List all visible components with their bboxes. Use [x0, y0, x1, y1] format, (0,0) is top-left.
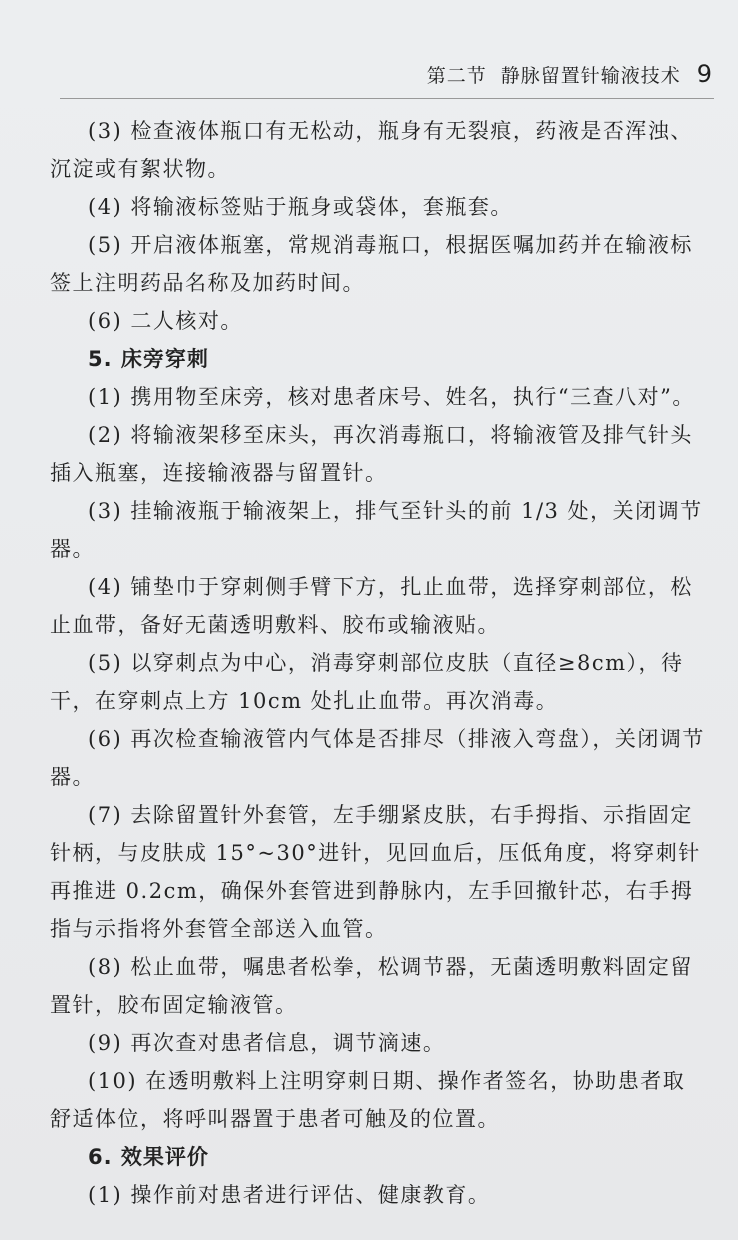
paragraph-item: (7) 去除留置针外套管，左手绷紧皮肤，右手拇指、示指固定针柄，与皮肤成 15°~30°进针，见回血后，压低角度，将穿刺针再推进 0.2cm，确保外套管进到静脉内，左手回撤针芯，右手拇指与示指将外套管全部送入血管。 — [50, 803, 701, 941]
section-heading: 6. 效果评价 — [88, 1145, 209, 1169]
paragraph-item: (6) 二人核对。 — [88, 309, 243, 333]
paragraph-item: (9) 再次查对患者信息，调节滴速。 — [88, 1031, 446, 1055]
paragraph-item: (8) 松止血带，嘱患者松拳，松调节器，无菌透明敷料固定留置针，胶布固定输液管。 — [50, 955, 693, 1017]
paragraph-item: (1) 操作前对患者进行评估、健康教育。 — [88, 1183, 491, 1207]
paragraph-item: (5) 以穿刺点为中心，消毒穿刺部位皮肤（直径≥8cm），待干，在穿刺点上方 10cm 处扎止血带。再次消毒。 — [50, 651, 684, 713]
paragraph-item: (3) 检查液体瓶口有无松动，瓶身有无裂痕，药液是否浑浊、沉淀或有絮状物。 — [50, 119, 693, 181]
paragraph-item: (10) 在透明敷料上注明穿刺日期、操作者签名，协助患者取舒适体位，将呼叫器置于患者可触及的位置。 — [50, 1069, 686, 1131]
running-header — [427, 60, 712, 94]
paragraph-item: (6) 再次检查输液管内气体是否排尽（排液入弯盘），关闭调节器。 — [50, 727, 705, 789]
paragraph-item: (4) 铺垫巾于穿刺侧手臂下方，扎止血带，选择穿刺部位，松止血带，备好无菌透明敷料、胶布或输液贴。 — [50, 575, 693, 637]
page-number: 9 — [696, 60, 712, 88]
paragraph-item: (3) 挂输液瓶于输液架上，排气至针头的前 1/3 处，关闭调节器。 — [50, 499, 703, 561]
paragraph-item: (4) 将输液标签贴于瓶身或袋体，套瓶套。 — [88, 195, 513, 219]
section-heading: 5. 床旁穿刺 — [88, 347, 209, 371]
paragraph-item: (1) 携用物至床旁，核对患者床号、姓名，执行“三查八对”。 — [88, 385, 695, 409]
page-body — [50, 112, 706, 1214]
paragraph-item: (5) 开启液体瓶塞，常规消毒瓶口，根据医嘱加药并在输液标签上注明药品名称及加药时间。 — [50, 233, 693, 295]
section-label: 第二节 — [426, 65, 487, 87]
header-rule — [60, 98, 714, 99]
section-title: 静脉留置针输液技术 — [500, 65, 681, 87]
paragraph-item: (2) 将输液架移至床头，再次消毒瓶口，将输液管及排气针头插入瓶塞，连接输液器与留置针。 — [50, 423, 693, 485]
